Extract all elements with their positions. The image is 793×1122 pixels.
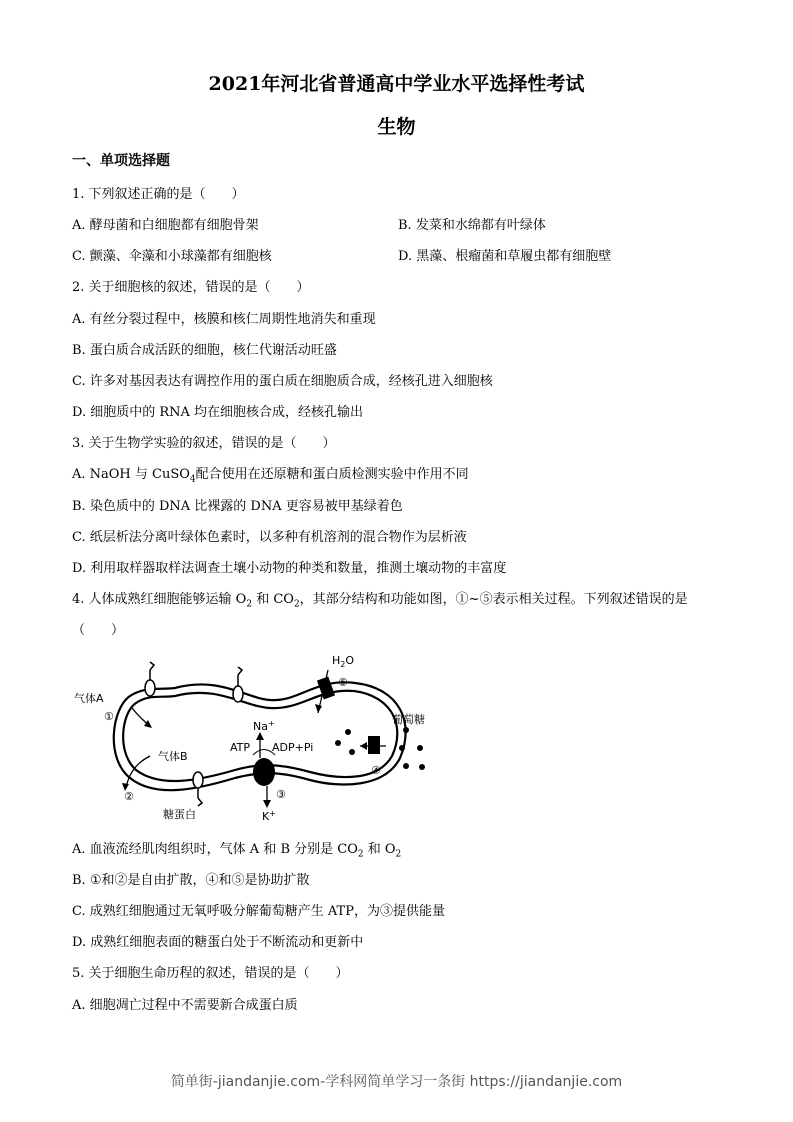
label-glucose: 葡萄糖 (392, 713, 425, 726)
question-1-option-b: B. 发菜和水绵都有叶绿体 (398, 218, 546, 233)
potassium-text: K (262, 810, 270, 823)
label-process-4: ④ (371, 764, 381, 777)
label-adp-pi: ADP+Pi (272, 741, 314, 754)
q4-stem-3: ，其部分结构和功能如图，①~⑤表示相关过程。下列叙述错误的是 (299, 592, 688, 607)
question-3-option-d: D. 利用取样器取样法调查土壤小动物的种类和数量，推测土壤动物的丰富度 (72, 561, 507, 576)
label-gas-a: 气体A (74, 692, 104, 705)
q4a-sub2: 2 (395, 849, 402, 860)
glycoprotein-top-1 (145, 662, 155, 696)
q3a-subscript: 4 (189, 474, 196, 485)
red-blood-cell-diagram (70, 648, 450, 828)
label-process-2: ② (124, 790, 134, 803)
footer-watermark: 简单街-jiandanjie.com-学科网简单学习一条街 https://jiandanjie.com (170, 1074, 623, 1090)
label-process-5: ⑤ (338, 676, 348, 689)
question-4-stem (72, 588, 688, 610)
label-gas-b: 气体B (158, 750, 188, 763)
label-atp: ATP (230, 741, 251, 754)
question-4-paren: （ ） (72, 623, 125, 638)
question-4-option-b: B. ①和②是自由扩散，④和⑤是协助扩散 (72, 873, 310, 888)
q4a-text-2: 和 O (363, 842, 396, 857)
question-2-option-b: B. 蛋白质合成活跃的细胞，核仁代谢活动旺盛 (72, 343, 337, 358)
question-2-option-d: D. 细胞质中的 RNA 均在细胞核合成，经核孔输出 (72, 405, 364, 420)
q3a-text-1: A. NaOH 与 CuSO (72, 467, 190, 482)
q4a-sub1: 2 (357, 849, 364, 860)
label-water (332, 654, 354, 669)
question-3-stem: 3. 关于生物学实验的叙述，错误的是（ ） (72, 436, 336, 451)
question-4-option-d: D. 成熟红细胞表面的糖蛋白处于不断流动和更新中 (72, 935, 364, 950)
q4-stem-sub2: 2 (293, 599, 300, 610)
sodium-text: Na (253, 720, 268, 733)
question-3-option-a (72, 463, 469, 485)
question-2-option-c: C. 许多对基因表达有调控作用的蛋白质在细胞质合成，经核孔进入细胞核 (72, 374, 493, 389)
question-3-option-c: C. 纸层析法分离叶绿体色素时，以多种有机溶剂的混合物作为层析液 (72, 530, 467, 545)
q3a-text-2: 配合使用在还原糖和蛋白质检测实验中作用不同 (195, 467, 469, 482)
q4-stem-2: 和 CO (252, 592, 294, 607)
question-5-stem: 5. 关于细胞生命历程的叙述，错误的是（ ） (72, 966, 349, 981)
q4-stem-sub1: 2 (246, 599, 253, 610)
glycoprotein-top-2 (233, 667, 243, 702)
q4-stem-1: 4. 人体成熟红细胞能够运输 O (72, 592, 247, 607)
question-1-option-d: D. 黑藻、根瘤菌和草履虫都有细胞壁 (398, 249, 612, 264)
potassium-sup: + (269, 809, 276, 818)
glucose-carrier (368, 736, 380, 754)
label-process-1: ① (104, 710, 114, 723)
label-glycoprotein: 糖蛋白 (163, 808, 196, 821)
question-4-option-c: C. 成熟红细胞通过无氧呼吸分解葡萄糖产生 ATP，为③提供能量 (72, 904, 445, 919)
label-process-3: ③ (276, 788, 286, 801)
sodium-sup: + (267, 719, 275, 728)
page-subtitle: 生物 (377, 116, 416, 138)
page-title: 2021年河北省普通高中学业水平选择性考试 (208, 73, 585, 95)
question-1-option-c: C. 颤藻、伞藻和小球藻都有细胞核 (72, 249, 272, 264)
water-o: O (345, 654, 355, 667)
label-potassium (262, 809, 276, 823)
question-5-option-a: A. 细胞凋亡过程中不需要新合成蛋白质 (72, 998, 298, 1013)
water-h: H (332, 654, 341, 667)
label-sodium (253, 719, 275, 733)
section-heading: 一、单项选择题 (72, 153, 170, 169)
question-1-option-a: A. 酵母菌和白细胞都有细胞骨架 (72, 218, 259, 233)
question-3-option-b: B. 染色质中的 DNA 比裸露的 DNA 更容易被甲基绿着色 (72, 499, 403, 514)
water-sub: 2 (340, 660, 346, 669)
q4a-text-1: A. 血液流经肌肉组织时，气体 A 和 B 分别是 CO (72, 842, 358, 857)
question-2-option-a: A. 有丝分裂过程中，核膜和核仁周期性地消失和重现 (72, 312, 376, 327)
question-2-stem: 2. 关于细胞核的叙述，错误的是（ ） (72, 280, 310, 295)
question-1-stem: 1. 下列叙述正确的是（ ） (72, 187, 245, 202)
question-4-option-a (72, 838, 401, 860)
sodium-potassium-pump (253, 758, 275, 786)
